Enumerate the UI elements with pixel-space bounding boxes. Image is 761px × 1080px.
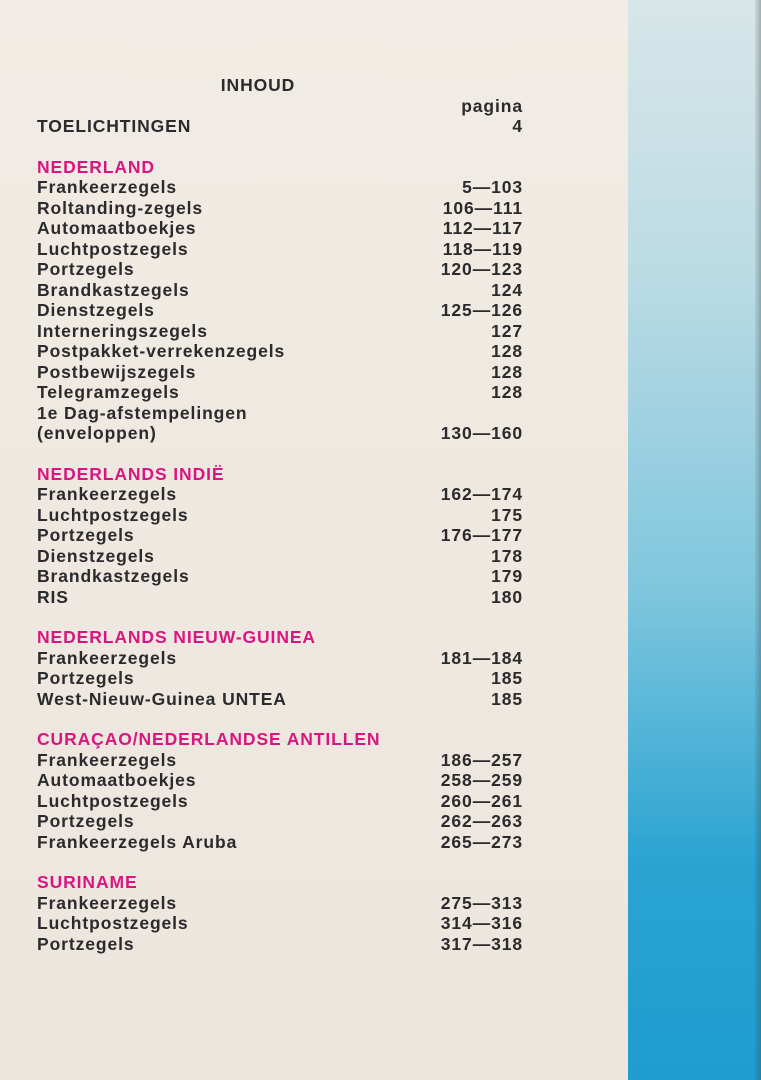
toc-row[interactable] [37,668,523,689]
toc-item-label: Roltanding-zegels [37,197,203,218]
toc-item-label: Frankeerzegels [37,177,178,197]
toc-row[interactable] [37,362,523,383]
toc-item-pages: 112—117 [442,218,523,238]
toc-row[interactable] [37,280,523,301]
toc-item-pages: 4 [512,116,523,136]
toc-row[interactable] [37,198,523,219]
toc-item-label: Postbewijszegels [37,361,197,382]
blue-cover-strip [628,0,761,1080]
toc-item-pages: 265—273 [440,831,523,852]
toc-row-line1[interactable]: 1e Dag-afstempelingen [37,402,248,423]
toc-row[interactable] [37,648,523,669]
toc-row[interactable] [37,587,523,608]
toc-item-pages: 176—177 [440,525,523,545]
toc-item-pages: 186—257 [440,749,523,770]
toc-item-label: West-Nieuw-Guinea UNTEA [37,688,287,709]
toc-item-label: Frankeerzegels [37,892,178,913]
toc-item-label: Automaatboekjes [37,770,197,790]
section-heading-nieuw-guinea: NEDERLANDS NIEUW-GUINEA [37,627,316,647]
toc-intro-row[interactable] [37,116,523,137]
toc-item-label: Postpakket-verrekenzegels [37,341,286,361]
toc-item-label: Portzegels [37,525,135,545]
toc-item-label: Frankeerzegels Aruba [37,831,238,852]
toc-item-pages: 5—103 [462,177,523,197]
toc-item-label: Telegramzegels [37,382,180,402]
toc-item-pages: 185 [491,688,523,709]
toc-item-label: Dienstzegels [37,545,155,566]
toc-item-label: Brandkastzegels [37,279,190,300]
table-of-contents [37,74,523,954]
toc-row[interactable] [37,689,523,710]
toc-row[interactable] [37,321,523,342]
toc-item-label: Frankeerzegels [37,749,178,770]
toc-row[interactable] [37,811,523,832]
toc-item-pages: 125—126 [440,300,523,320]
toc-item-pages: 128 [491,361,523,382]
toc-item-pages: 127 [491,320,523,341]
toc-row[interactable] [37,913,523,934]
toc-item-label: RIS [37,586,69,607]
book-spine-edge [755,0,761,1080]
toc-item-pages: 314—316 [440,913,523,933]
toc-row[interactable] [37,832,523,853]
toc-row[interactable] [37,341,523,362]
toc-item-pages: 124 [491,279,523,300]
toc-item-pages: 118—119 [442,238,523,259]
toc-item-pages: 175 [491,504,523,525]
toc-item-label: Portzegels [37,811,135,831]
toc-row[interactable] [37,934,523,955]
toc-row[interactable] [37,300,523,321]
toc-item-label: Automaatboekjes [37,218,197,238]
toc-item-pages: 128 [491,341,523,361]
toc-row[interactable] [37,382,523,403]
toc-item-pages: 275—313 [440,892,523,913]
toc-item-label: Luchtpostzegels [37,913,189,933]
toc-item-label: Luchtpostzegels [37,790,189,811]
toc-item-label: Dienstzegels [37,300,155,320]
section-heading-suriname: SURINAME [37,872,138,892]
page-column-header: pagina [461,96,523,116]
toc-item-pages: 120—123 [440,259,523,279]
toc-item-label: Portzegels [37,259,135,279]
toc-item-pages: 130—160 [440,423,523,443]
toc-row[interactable] [37,423,523,444]
toc-item-pages: 181—184 [440,647,523,668]
toc-row[interactable] [37,239,523,260]
toc-item-label: Luchtpostzegels [37,238,189,259]
toc-item-label: TOELICHTINGEN [37,116,192,136]
toc-item-pages: 162—174 [440,484,523,504]
toc-row[interactable] [37,177,523,198]
toc-row[interactable] [37,893,523,914]
section-heading-nederland: NEDERLAND [37,156,155,177]
toc-item-pages: 317—318 [440,933,523,954]
toc-item-pages: 106—111 [442,197,523,218]
toc-item-label: Frankeerzegels [37,647,178,668]
toc-row[interactable] [37,484,523,505]
toc-item-pages: 185 [491,668,523,688]
toc-item-label: Interneringszegels [37,320,208,341]
toc-row[interactable] [37,505,523,526]
toc-item-pages: 260—261 [440,790,523,811]
toc-row[interactable] [37,546,523,567]
toc-row[interactable] [37,791,523,812]
toc-item-label: Luchtpostzegels [37,504,189,525]
toc-row[interactable] [37,218,523,239]
toc-item-label: Brandkastzegels [37,566,190,586]
toc-item-pages: 258—259 [440,770,523,790]
page-title: INHOUD [220,75,296,95]
toc-item-label: Frankeerzegels [37,484,178,504]
toc-item-pages: 262—263 [440,811,523,831]
toc-item-pages: 178 [491,545,523,566]
toc-item-label: Portzegels [37,668,135,688]
toc-item-label: Portzegels [37,933,135,954]
section-heading-curacao-antillen: CURAÇAO/NEDERLANDSE ANTILLEN [37,729,381,749]
toc-row[interactable] [37,750,523,771]
toc-item-pages: 180 [491,586,523,607]
toc-row[interactable] [37,259,523,280]
toc-row[interactable] [37,770,523,791]
toc-row[interactable] [37,525,523,546]
toc-item-pages: 179 [491,566,523,586]
section-heading-nederlands-indie: NEDERLANDS INDIË [37,463,225,484]
toc-item-pages: 128 [491,382,523,402]
toc-row[interactable] [37,566,523,587]
toc-item-label: (enveloppen) [37,423,157,443]
